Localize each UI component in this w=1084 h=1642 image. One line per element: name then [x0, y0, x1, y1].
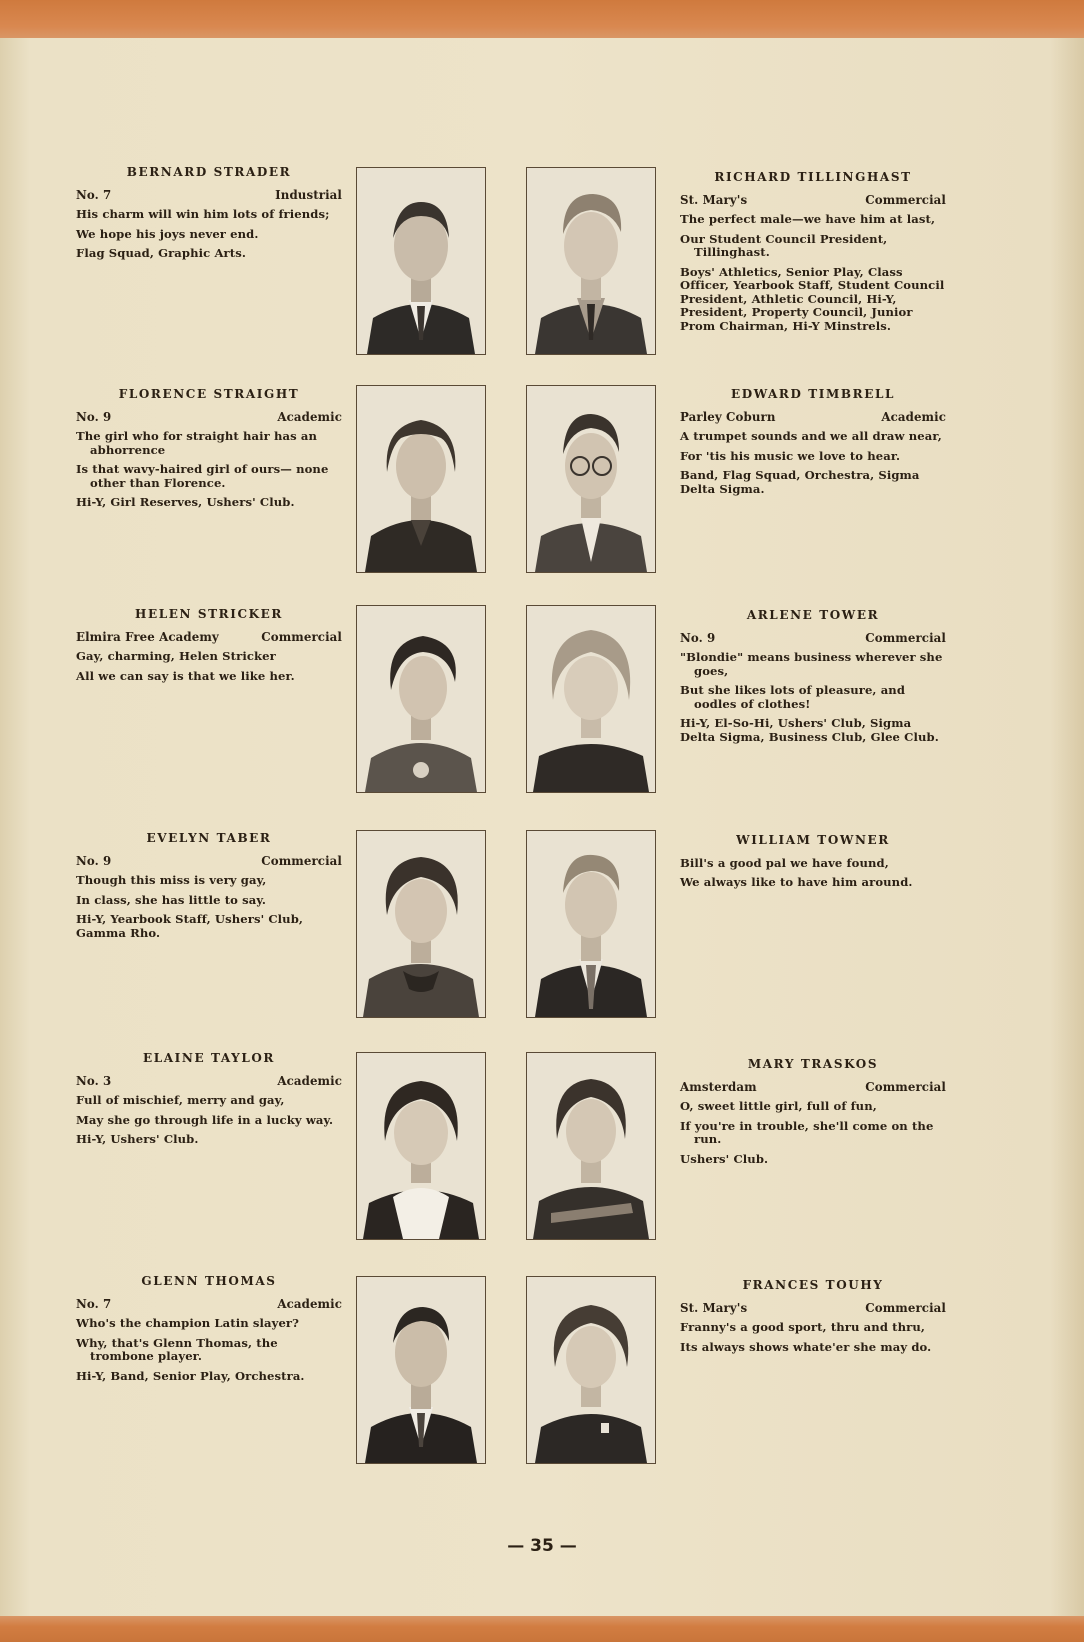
student-name: RICHARD TILLINGHAST — [714, 170, 912, 184]
activities: Hi-Y, El-So-Hi, Ushers' Club, Sigma Delta Sigma, Business Club, Glee Club. — [680, 716, 939, 744]
entry-helen-stricker — [76, 608, 342, 689]
course: Academic — [277, 1296, 342, 1311]
portrait-girl-icon — [357, 606, 485, 792]
school-course — [680, 632, 946, 646]
verse-line: Its always shows whate'er she may do. — [680, 1339, 932, 1354]
school: Parley Coburn — [680, 409, 776, 424]
verse-line: A trumpet sounds and we all draw near, — [680, 429, 942, 443]
portrait-photo-mary-traskos — [526, 1052, 656, 1240]
course: Academic — [277, 409, 342, 424]
course: Commercial — [865, 192, 946, 207]
portrait-photo-edward-timbrell — [526, 385, 656, 573]
verse-line: Bill's a good pal we have found, — [680, 855, 889, 870]
portrait-boy-icon — [357, 1277, 485, 1463]
verse-line: The perfect male—we have him at last, — [680, 212, 936, 226]
verse-line: Who's the champion Latin slayer? — [76, 1316, 300, 1330]
activities: Hi-Y, Band, Senior Play, Orchestra. — [76, 1368, 305, 1383]
verse-line: His charm will win him lots of friends; — [76, 207, 330, 221]
portrait-girl-icon — [527, 1277, 655, 1463]
portrait-photo-florence-straight — [356, 385, 486, 573]
portrait-boy-icon — [527, 831, 655, 1017]
school-course — [76, 855, 342, 869]
course: Industrial — [275, 187, 342, 202]
school-course — [76, 189, 342, 203]
school-course — [680, 411, 946, 425]
student-name: ELAINE TAYLOR — [142, 1051, 276, 1065]
entry-richard-tillinghast — [680, 171, 946, 339]
student-name: MARY TRASKOS — [747, 1057, 879, 1071]
portrait-girl-icon — [357, 1053, 485, 1239]
verse-line: Why, that's Glenn Thomas, the trombone player. — [76, 1335, 278, 1363]
verse-line: All we can say is that we like her. — [76, 668, 295, 683]
portrait-photo-bernard-strader — [356, 167, 486, 355]
course: Commercial — [865, 1300, 946, 1315]
verse-line: Franny's a good sport, thru and thru, — [680, 1320, 926, 1334]
portrait-girl-icon — [357, 831, 485, 1017]
portrait-photo-frances-touhy — [526, 1276, 656, 1464]
activities: Hi-Y, Ushers' Club. — [76, 1132, 199, 1146]
entry-mary-traskos — [680, 1058, 946, 1172]
verse-line: O, sweet little girl, full of fun, — [680, 1099, 877, 1113]
portrait-photo-helen-stricker — [356, 605, 486, 793]
entry-evelyn-taber — [76, 832, 342, 946]
school: No. 7 — [76, 1296, 112, 1311]
activities: Hi-Y, Girl Reserves, Ushers' Club. — [76, 495, 295, 509]
entry-edward-timbrell — [680, 388, 946, 502]
school: Amsterdam — [680, 1079, 757, 1094]
entry-florence-straight — [76, 388, 342, 516]
verse-line: But she likes lots of pleasure, and oodles of clothes! — [680, 683, 906, 711]
page-number: — 35 — — [507, 1536, 577, 1556]
course: Academic — [881, 409, 946, 424]
verse-line: Full of mischief, merry and gay, — [76, 1093, 285, 1107]
school-course — [680, 194, 946, 208]
school-course — [76, 1298, 342, 1312]
verse-line: "Blondie" means business wherever she goes, — [680, 650, 943, 678]
school-course — [680, 1081, 946, 1095]
portrait-photo-glenn-thomas — [356, 1276, 486, 1464]
school: Elmira Free Academy — [76, 629, 219, 644]
verse-line: In class, she has little to say. — [76, 892, 267, 907]
activities: Ushers' Club. — [680, 1151, 769, 1166]
student-name: GLENN THOMAS — [141, 1274, 277, 1288]
portrait-boy-icon — [357, 168, 485, 354]
student-name: ARLENE TOWER — [746, 608, 880, 622]
student-name: BERNARD STRADER — [126, 165, 292, 179]
school-course — [76, 1075, 342, 1089]
school-course — [76, 411, 342, 425]
course: Commercial — [261, 853, 342, 868]
activities: Hi-Y, Yearbook Staff, Ushers' Club, Gamma Rho. — [76, 912, 304, 940]
entry-frances-touhy — [680, 1279, 946, 1360]
verse-line: May she go through life in a lucky way. — [76, 1112, 334, 1127]
entry-arlene-tower — [680, 609, 946, 750]
course: Commercial — [865, 630, 946, 645]
entry-bernard-strader — [76, 166, 342, 267]
portrait-photo-richard-tillinghast — [526, 167, 656, 355]
school: No. 3 — [76, 1073, 112, 1088]
student-name: WILLIAM TOWNER — [736, 833, 890, 847]
school: No. 9 — [680, 630, 716, 645]
entry-william-towner — [680, 834, 946, 896]
portrait-girl-icon — [527, 606, 655, 792]
course: Academic — [277, 1073, 342, 1088]
verse-line: Though this miss is very gay, — [76, 873, 267, 887]
student-name: FLORENCE STRAIGHT — [118, 387, 300, 401]
verse-line: For 'tis his music we love to hear. — [680, 448, 901, 463]
student-name: EVELYN TABER — [146, 831, 272, 845]
school: St. Mary's — [680, 192, 748, 207]
course: Commercial — [261, 629, 342, 644]
portrait-boy-icon — [527, 386, 655, 572]
activities: Flag Squad, Graphic Arts. — [76, 246, 246, 260]
verse-line: We always like to have him around. — [680, 875, 913, 889]
verse-line: The girl who for straight hair has an abhorrence — [76, 429, 318, 457]
portrait-photo-arlene-tower — [526, 605, 656, 793]
school-course — [680, 1302, 946, 1316]
entry-glenn-thomas — [76, 1275, 342, 1389]
school: No. 7 — [76, 187, 112, 202]
portrait-boy-icon — [527, 168, 655, 354]
student-name: FRANCES TOUHY — [742, 1278, 884, 1292]
school: No. 9 — [76, 853, 112, 868]
verse-line: We hope his joys never end. — [76, 226, 259, 241]
school: St. Mary's — [680, 1300, 748, 1315]
student-name: EDWARD TIMBRELL — [730, 387, 896, 401]
student-name: HELEN STRICKER — [135, 607, 283, 621]
entry-elaine-taylor — [76, 1052, 342, 1153]
portrait-photo-william-towner — [526, 830, 656, 1018]
portrait-photo-evelyn-taber — [356, 830, 486, 1018]
school: No. 9 — [76, 409, 112, 424]
bottom-orange-band — [0, 1616, 1084, 1642]
activities: Band, Flag Squad, Orchestra, Sigma Delta Sigma. — [680, 468, 920, 496]
verse-line: Gay, charming, Helen Stricker — [76, 649, 276, 663]
activities: Boys' Athletics, Senior Play, Class Officer, Yearbook Staff, Student Council President, Athletic Council, Hi-Y, President, Property Council, Junior Prom Chairman, Hi-Y Minstrels. — [680, 264, 945, 333]
verse-line: If you're in trouble, she'll come on the run. — [680, 1118, 934, 1146]
verse-line: Is that wavy-haired girl of ours— none other than Florence. — [76, 462, 329, 490]
verse-line: Our Student Council President, Tillinghast. — [680, 231, 888, 259]
course: Commercial — [865, 1079, 946, 1094]
portrait-photo-elaine-taylor — [356, 1052, 486, 1240]
portrait-girl-icon — [357, 386, 485, 572]
school-course — [76, 631, 342, 645]
top-orange-band — [0, 0, 1084, 38]
portrait-girl-icon — [527, 1053, 655, 1239]
